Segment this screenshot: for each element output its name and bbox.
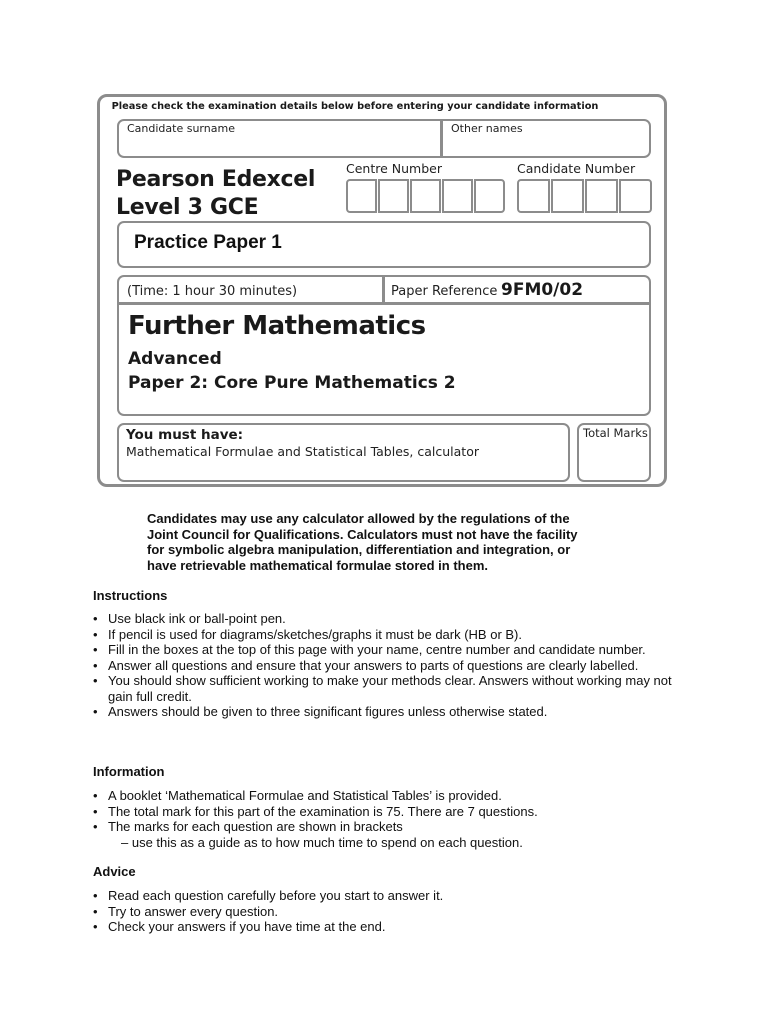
paper-reference-label: Paper Reference [391,284,498,299]
advice-list [93,888,693,935]
exam-board [116,166,315,222]
candidate-surname-label: Candidate surname [127,122,235,135]
calculator-note [147,511,627,573]
list-item: • Use black ink or ball-point pen. [93,611,693,627]
candidate-digit-box[interactable] [619,179,652,213]
paper-reference-code: 9FM0/02 [501,280,584,300]
header-note: Please check the examination details below before entering your candidate information [111,101,599,112]
total-marks-label: Total Marks [583,426,648,440]
list-item: • The total mark for this part of the examination is 75. There are 7 questions. [93,804,693,820]
list-sub-item: – use this as a guide as to how much time to spend on each question. [121,834,523,850]
list-item: • Check your answers if you have time at the end. [93,919,693,935]
calculator-note-line: Candidates may use any calculator allowed by the regulations of the [147,511,570,526]
calculator-note-line: Joint Council for Qualifications. Calculators must not have the facility [147,526,578,542]
list-item: • Fill in the boxes at the top of this page with your name, centre number and candidate number. [93,642,648,658]
centre-digit-box[interactable] [346,179,377,213]
exam-duration: (Time: 1 hour 30 minutes) [127,284,298,299]
candidate-number-boxes [517,179,653,213]
other-names-label: Other names [451,122,523,135]
list-item: • Try to answer every question. [93,904,693,920]
centre-number-label: Centre Number [346,161,442,176]
centre-digit-box[interactable] [378,179,409,213]
candidate-number-label: Candidate Number [517,161,636,176]
information-list [93,788,693,850]
candidate-digit-box[interactable] [517,179,550,213]
exam-board-name: Pearson Edexcel [116,167,316,192]
calculator-note-line: for symbolic algebra manipulation, differentiation and integration, or [147,542,571,557]
reference-divider [382,275,385,304]
subject-paper: Paper 2: Core Pure Mathematics 2 [128,373,456,393]
candidate-digit-box[interactable] [585,179,618,213]
list-item: • Answers should be given to three significant figures unless otherwise stated. [93,704,693,720]
list-item: • You should show sufficient working to make your methods clear. Answers without working may not gain full credit. [93,673,693,704]
list-item: • The marks for each question are shown in brackets [93,819,693,835]
centre-digit-box[interactable] [474,179,505,213]
advice-heading: Advice [93,864,136,879]
centre-digit-box[interactable] [410,179,441,213]
other-names-field[interactable] [445,138,647,155]
qualification-level: Level 3 GCE [116,195,259,220]
equipment-list: Mathematical Formulae and Statistical Tables, calculator [126,444,479,459]
list-item: • A booklet ‘Mathematical Formulae and Statistical Tables’ is provided. [93,788,693,804]
list-item: • Read each question carefully before you start to answer it. [93,888,693,904]
list-item: • If pencil is used for diagrams/sketches/graphs it must be dark (HB or B). [93,627,693,643]
subject-level: Advanced [128,349,222,369]
instructions-list [93,611,693,720]
centre-digit-box[interactable] [442,179,473,213]
list-item: • Answer all questions and ensure that your answers to parts of questions are clearly labelled. [93,658,648,674]
candidate-digit-box[interactable] [551,179,584,213]
information-heading: Information [93,764,165,779]
name-divider [440,119,443,158]
calculator-note-line: have retrievable mathematical formulae stored in them. [147,557,489,573]
centre-number-boxes [346,179,506,213]
subject-title: Further Mathematics [128,311,426,341]
paper-title: Practice Paper 1 [134,232,282,253]
instructions-heading: Instructions [93,588,168,603]
equipment-heading: You must have: [126,427,244,443]
candidate-surname-field[interactable] [120,138,438,155]
